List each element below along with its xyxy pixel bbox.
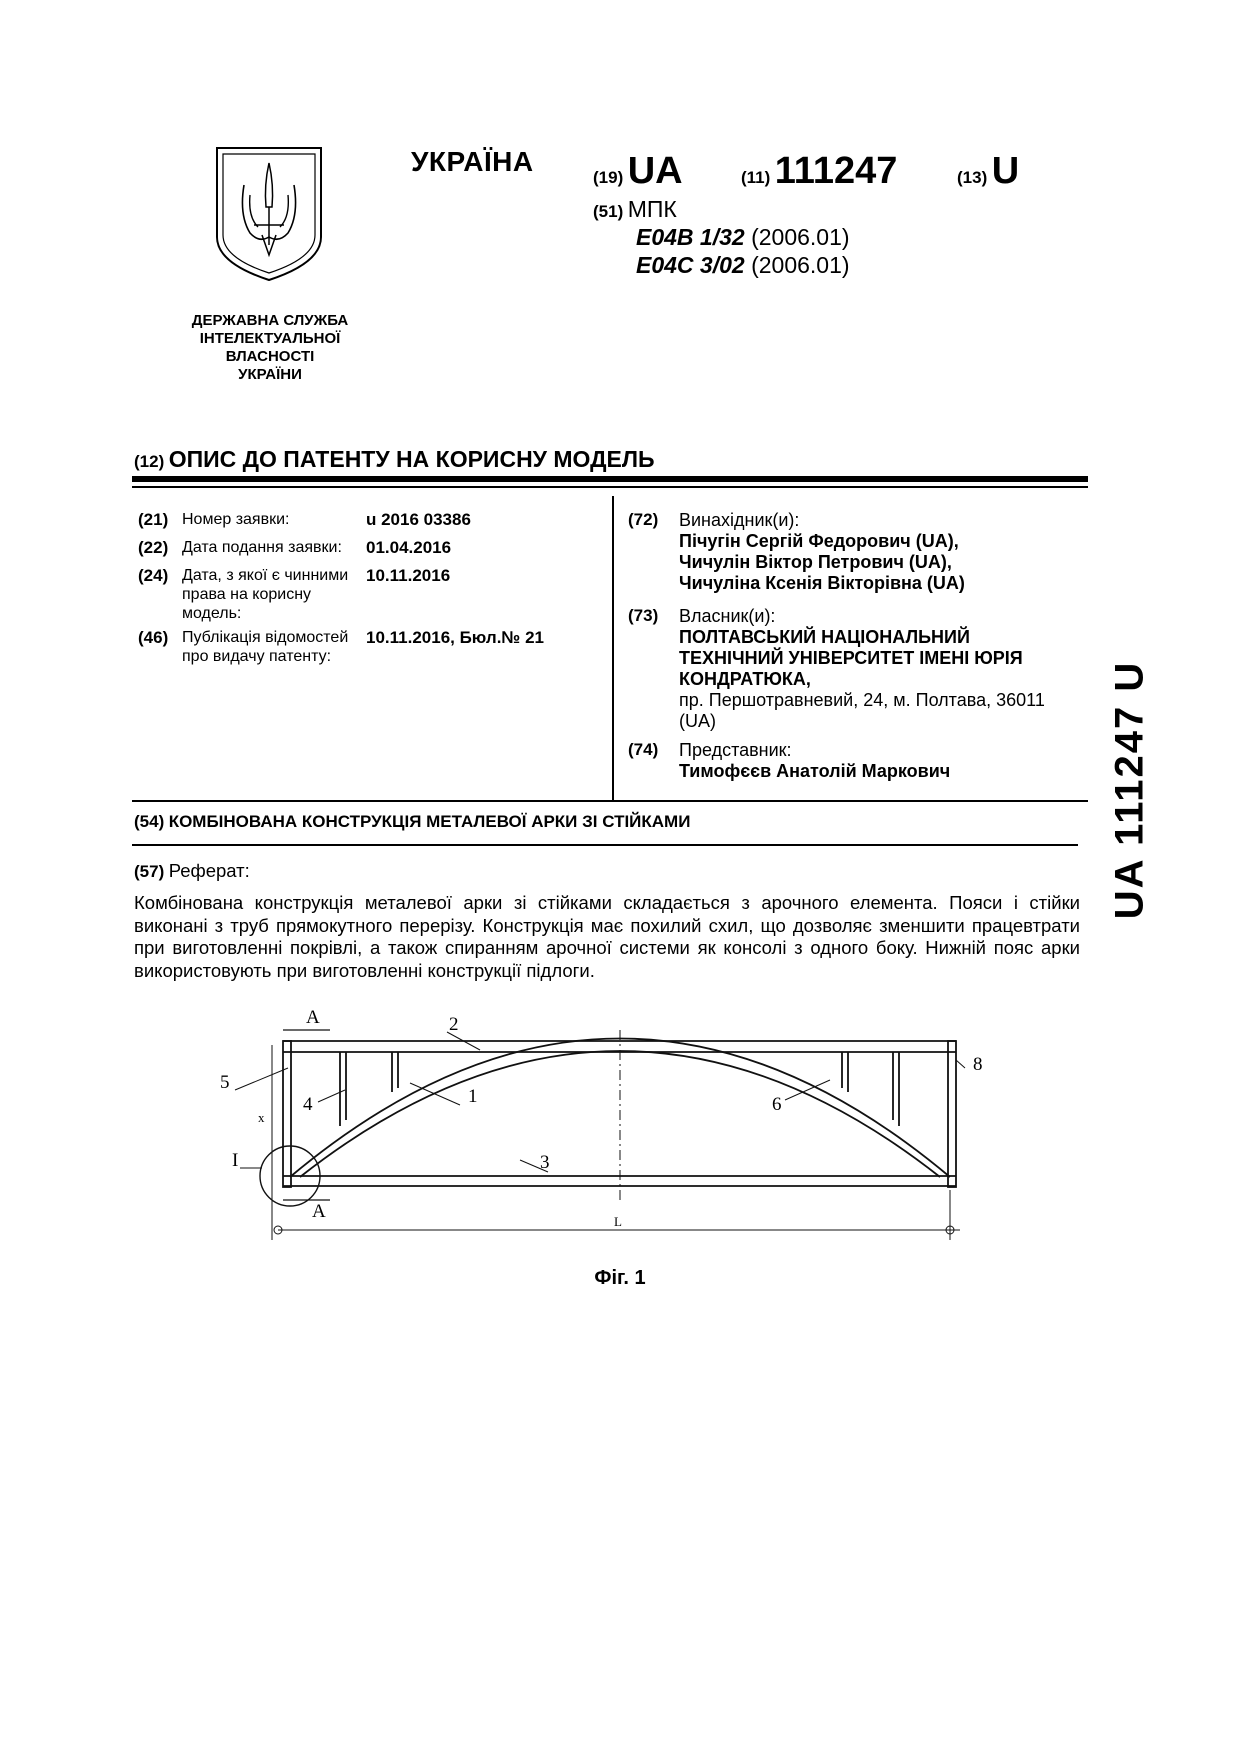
figure-caption: Фіг. 1 <box>594 1267 646 1289</box>
fig-label-l: L <box>614 1214 622 1229</box>
document-kind: U <box>991 150 1020 192</box>
fig-label-a-bottom: A <box>312 1201 326 1222</box>
fig-label-8: 8 <box>973 1054 983 1075</box>
inventors: Винахідник(и): Пічугін Сергій Федорович (UA), Чичулін Віктор Петрович (UA), Чичуліна Ксенія Вікторівна (UA) <box>679 510 965 593</box>
fig-label-6: 6 <box>772 1094 782 1115</box>
fig-label-2: 2 <box>449 1014 459 1035</box>
invention-title: (54) КОМБІНОВАНА КОНСТРУКЦІЯ МЕТАЛЕВОЇ АРКИ ЗІ СТІЙКАМИ <box>134 812 691 831</box>
ipc-class-1: E04B 1/32 (2006.01) <box>636 224 850 250</box>
agency-name: ДЕРЖАВНА СЛУЖБА ІНТЕЛЕКТУАЛЬНОЇ ВЛАСНОСТІ УКРАЇНИ <box>191 312 349 383</box>
fig-label-1: 1 <box>468 1086 478 1107</box>
ipc-heading: (51) МПК <box>593 196 677 222</box>
abstract-heading: (57) Реферат: <box>134 860 250 881</box>
fig-label-4: 4 <box>303 1094 313 1115</box>
country-code: UA <box>627 150 683 192</box>
representative: Представник: Тимофєєв Анатолій Маркович <box>679 740 951 781</box>
fig-label-detail-i: I <box>232 1150 239 1171</box>
inid-13: (13) U <box>957 150 1020 192</box>
inid-19: (19) UA <box>593 150 683 192</box>
document-type: (12) ОПИС ДО ПАТЕНТУ НА КОРИСНУ МОДЕЛЬ <box>134 446 655 472</box>
fig-label-a-top: A <box>306 1007 320 1028</box>
fig-label-3: 3 <box>540 1152 550 1173</box>
fig-label-x: x <box>258 1110 265 1125</box>
country-name: УКРАЇНА <box>411 146 534 177</box>
fig-label-5: 5 <box>220 1072 230 1093</box>
inid-11: (11) 111247 <box>741 150 898 192</box>
patent-number: 111247 <box>774 150 898 192</box>
ipc-class-2: E04C 3/02 (2006.01) <box>636 252 850 278</box>
owner: Власник(и): ПОЛТАВСЬКИЙ НАЦІОНАЛЬНИЙ ТЕХНІЧНИЙ УНІВЕРСИТЕТ ІМЕНІ ЮРІЯ КОНДРАТЮКА, пр. Першотравневий, 24, м. Полтава, 36011 (UA) <box>679 606 1045 731</box>
abstract-text: Комбінована конструкція металевої арки зі стійками складається з арочного елемента. Пояси і стійки виконані з труб прямокутного перерізу. Конструкція має похилий схил, що дозволяє зменшити працевтрати при виготовленні покрівлі, а також спиранням арочної системи як консолі з одного боку. Нижній пояс арки використовують при виготовленні конструкції підлоги. <box>134 892 1080 981</box>
